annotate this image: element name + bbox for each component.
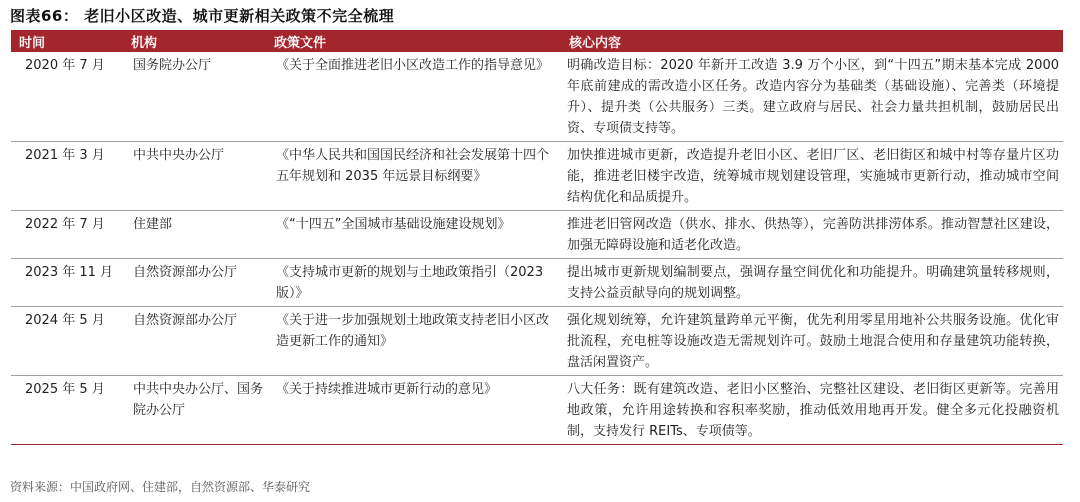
header-doc: 政策文件	[274, 35, 327, 51]
row-org: 住建部	[133, 217, 173, 232]
row-doc: 《中华人民共和国国民经济和社会发展第十四个五年规划和 2035 年远景目标纲要》	[276, 148, 550, 184]
row-time: 2020 年 7 月	[25, 58, 105, 73]
header-time: 时间	[19, 35, 46, 51]
row-doc: 《关于持续推进城市更新行动的意见》	[276, 382, 498, 397]
row-time: 2022 年 7 月	[25, 217, 105, 232]
figure-title: 图表66： 老旧小区改造、城市更新相关政策不完全梳理	[10, 7, 395, 25]
source-note: 资料来源：中国政府网、住建部，自然资源部、华泰研究	[10, 480, 311, 494]
row-time: 2024 年 5 月	[25, 313, 105, 328]
row-time: 2021 年 3 月	[25, 148, 105, 163]
row-org: 国务院办公厅	[133, 58, 212, 73]
row-org: 中共中央办公厅	[133, 148, 225, 163]
row-org: 自然资源部办公厅	[133, 265, 238, 280]
row-doc: 《支持城市更新的规划与土地政策指引（2023 版）》	[276, 265, 544, 301]
header-content: 核心内容	[569, 35, 622, 51]
row-doc: 《“十四五”全国城市基础设施建设规划》	[276, 217, 511, 232]
table-row	[11, 307, 1063, 376]
table-row	[11, 142, 1063, 211]
row-org: 自然资源部办公厅	[133, 313, 238, 328]
table-header	[11, 30, 1063, 52]
row-content: 强化规划统筹，允许建筑量跨单元平衡，优先利用零星用地补公共服务设施。优化审批流程，充电桩等设施改造无需规划许可。鼓励土地混合使用和存量建筑功能转换，盘活闲置资产。	[567, 313, 1059, 370]
table-row	[11, 376, 1063, 445]
row-doc: 《关于进一步加强规划土地政策支持老旧小区改造更新工作的通知》	[276, 313, 550, 349]
row-content: 加快推进城市更新，改造提升老旧小区、老旧厂区、老旧街区和城中村等存量片区功能，推进老旧楼宇改造，统筹城市规划建设管理，实施城市更新行动，推动城市空间结构优化和品质提升。	[567, 148, 1059, 205]
row-content: 明确改造目标：2020 年新开工改造 3.9 万个小区，到“十四五”期末基本完成 2000 年底前建成的需改造小区任务。改造内容分为基础类（基础设施）、完善类（环境提升）、提升类（公共服务）三类。建立政府与居民、社会力量共担机制，鼓励居民出资、专项债支持等。	[567, 58, 1059, 136]
policy-table	[11, 30, 1063, 445]
row-content: 提出城市更新规划编制要点，强调存量空间优化和功能提升。明确建筑量转移规则，支持公益贡献导向的规划调整。	[567, 265, 1059, 301]
table-row	[11, 52, 1063, 142]
row-org: 中共中央办公厅、国务院办公厅	[133, 382, 264, 418]
row-doc: 《关于全面推进老旧小区改造工作的指导意见》	[276, 58, 550, 73]
row-time: 2025 年 5 月	[25, 382, 105, 397]
table-row	[11, 259, 1063, 307]
row-content: 八大任务：既有建筑改造、老旧小区整治、完整社区建设、老旧街区更新等。完善用地政策，允许用途转换和容积率奖励，推动低效用地再开发。健全多元化投融资机制，支持发行 REITs、专项债等。	[567, 382, 1059, 439]
table-row	[11, 211, 1063, 259]
row-content: 推进老旧管网改造（供水、排水、供热等），完善防洪排涝体系。推动智慧社区建设，加强无障碍设施和适老化改造。	[567, 217, 1059, 253]
header-org: 机构	[131, 35, 158, 51]
row-time: 2023 年 11 月	[25, 265, 114, 280]
